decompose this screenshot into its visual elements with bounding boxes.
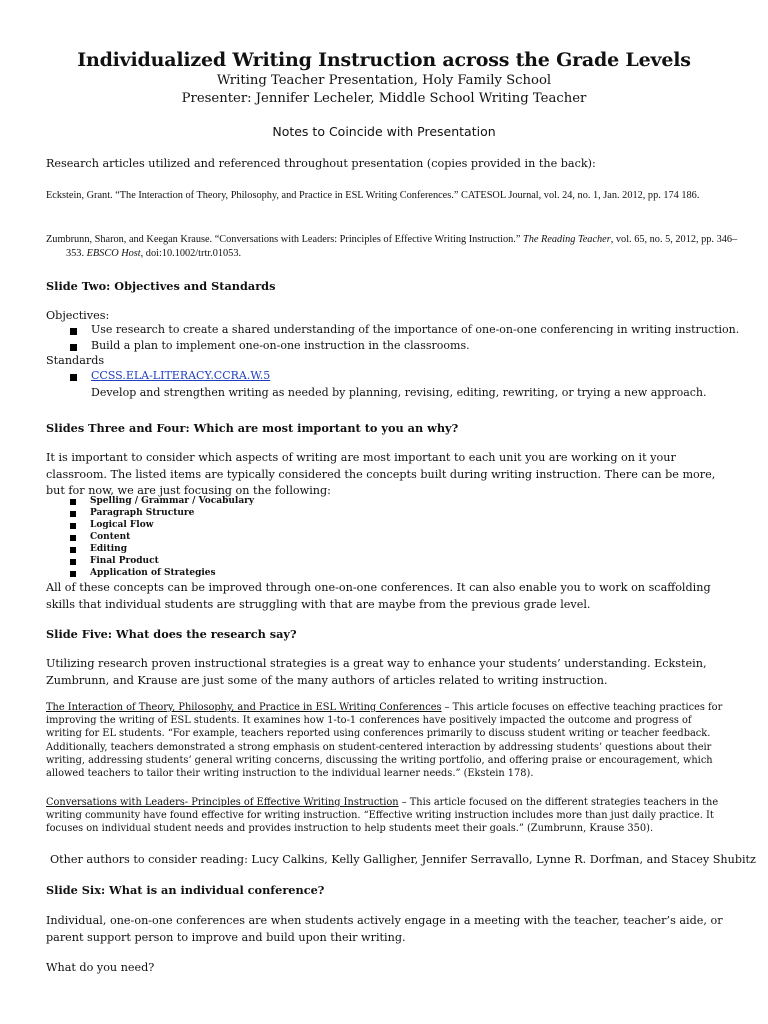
list-item: Editing [90, 544, 127, 554]
document-title: Individualized Writing Instruction across the Grade Levels [77, 49, 691, 71]
slide-five-heading: Slide Five: What does the research say? [46, 627, 297, 641]
article-summary-zumbrunn: Conversations with Leaders- Principles of Effective Writing Instruction – This article focused on the different strategies teachers in the writing community have found effective for writing instruction. “Effective writing instruction includes more than just daily practice. It focuses on individual student needs and provides instruction to help students meet their goals.” (Zumbrunn, Krause 350). [46, 797, 719, 835]
bullet-square-icon [70, 535, 76, 541]
research-intro: Research articles utilized and referenced throughout presentation (copies provided in the back): [46, 157, 596, 170]
list-item: Logical Flow [90, 520, 154, 530]
list-item: Paragraph Structure [90, 508, 195, 518]
slides-three-four-paragraph: It is important to consider which aspects of writing are most important to each unit you are working on it your classroom. The listed items are typically considered the concepts built during writing instruction. There can be more, but for now, we are just focusing on the following: [46, 451, 716, 497]
slide-six-heading: Slide Six: What is an individual conference? [46, 883, 325, 897]
bullet-square-icon [70, 523, 76, 529]
list-item: Spelling / Grammar / Vocabulary [90, 496, 255, 506]
bullet-square-icon [70, 344, 77, 351]
other-authors: Other authors to consider reading: Lucy Calkins, Kelly Galligher, Jennifer Serravallo, Lynne R. Dorfman, and Stacey Shubitz [50, 853, 756, 866]
article-title: The Interaction of Theory, Philosophy, and Practice in ESL Writing Conferences [46, 702, 442, 713]
bullet-square-icon [70, 559, 76, 565]
slide-five-paragraph: Utilizing research proven instructional strategies is a great way to enhance your students’ understanding. Eckstein, Zumbrunn, and Krause are just some of the many authors of articles related to writing instruction. [46, 657, 707, 687]
objective-item: Use research to create a shared understanding of the importance of one-on-one conferencing in writing instruction. [91, 323, 740, 336]
citation-eckstein: Eckstein, Grant. “The Interaction of Theory, Philosophy, and Practice in ESL Writing Conferences.” CATESOL Journal, vol. 24, no. 1, Jan. 2012, pp. 174 186. [46, 190, 700, 201]
bullet-square-icon [70, 571, 76, 577]
article-summary-eckstein: The Interaction of Theory, Philosophy, and Practice in ESL Writing Conferences – This article focuses on effective teaching practices for improving the writing of ESL students. It examines how 1-to-1 conferences have positively impacted the outcome and progress of writing for EL students. “For example, teachers reported using conferences primarily to discuss student writing or teacher feedback. Additionally, teachers demonstrated a strong emphasis on student-centered interaction by addressing students’ questions about their writing, addressing students’ general writing concerns, discussing the writing portfolio, and offering praise or encouragement, which allowed teachers to tailor their writing instruction to the individual learner needs.” (Ekstein 178). [46, 702, 723, 780]
citation-zumbrunn: Zumbrunn, Sharon, and Keegan Krause. “Conversations with Leaders: Principles of Effective Writing Instruction.” The Reading Teacher, vol. 65, no. 5, 2012, pp. 346–353. EBSCO Host, doi:10.1002/trtr.01053. [46, 234, 738, 259]
notes-line: Notes to Coincide with Presentation [272, 124, 496, 139]
list-item: Final Product [90, 556, 159, 566]
what-do-you-need: What do you need? [46, 961, 155, 974]
objective-item: Build a plan to implement one-on-one instruction in the classrooms. [91, 339, 470, 352]
slide-six-paragraph: Individual, one-on-one conferences are when students actively engage in a meeting with the teacher, teacher’s aide, or parent support person to improve and build upon their writing. [46, 914, 723, 944]
bullet-square-icon [70, 499, 76, 505]
list-item: Application of Strategies [90, 568, 216, 578]
objectives-label: Objectives: [46, 309, 110, 322]
bullet-square-icon [70, 374, 77, 381]
slides-three-four-heading: Slides Three and Four: Which are most important to you an why? [46, 421, 459, 435]
list-item: Content [90, 532, 131, 542]
bullet-square-icon [70, 547, 76, 553]
document-subtitle: Writing Teacher Presentation, Holy Family School [216, 73, 552, 88]
standard-link[interactable]: CCSS.ELA-LITERACY.CCRA.W.5 [91, 369, 271, 382]
slides-three-four-paragraph-2: All of these concepts can be improved through one-on-one conferences. It can also enable you to work on scaffolding skills that individual students are struggling with that are maybe from the previous grade level. [46, 581, 711, 611]
bullet-square-icon [70, 328, 77, 335]
standards-label: Standards [46, 354, 105, 367]
presenter-line: Presenter: Jennifer Lecheler, Middle School Writing Teacher [181, 91, 587, 106]
slide-two-heading: Slide Two: Objectives and Standards [46, 279, 276, 293]
bullet-square-icon [70, 511, 76, 517]
standard-description: Develop and strengthen writing as needed by planning, revising, editing, rewriting, or trying a new approach. [91, 386, 707, 399]
article-title: Conversations with Leaders- Principles of Effective Writing Instruction [46, 797, 399, 808]
